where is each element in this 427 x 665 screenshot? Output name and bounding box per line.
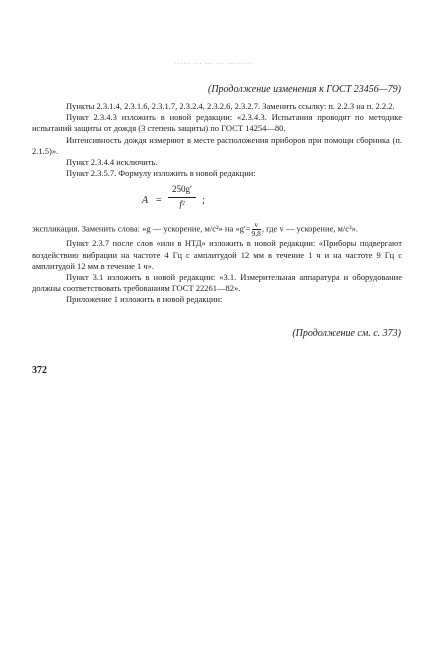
- paragraph-explication: [32, 221, 402, 238]
- formula-numerator: 250g′: [172, 184, 192, 195]
- paragraph-2357: Пункт 2.3.5.7. Формулу изложить в новой редакции:: [66, 168, 256, 179]
- running-header: …… … … … ………: [174, 58, 253, 65]
- formula-denominator: f²: [179, 198, 185, 209]
- formula-fraction: [168, 184, 196, 209]
- continuation-heading: (Продолжение изменения к ГОСТ 23456—79): [208, 84, 401, 95]
- paragraph-31: Пункт 3.1 изложить в новой редакции: «3.1. Измерительная аппаратура и оборудование должны соответствовать требованиям ГОСТ 22261—82».: [32, 272, 402, 294]
- paragraph-rain-intensity: Интенсивность дождя измеряют в месте расположения приборов при помощи сборника (п. 2.1.5)».: [32, 134, 402, 156]
- formula: [32, 181, 402, 221]
- paragraph-237: Пункт 2.3.7 после слов «или в НТД» изложить в новой редакции: «Приборы подвергают воздействию вибрации на частоте 4 Гц с амплитудой 12 мм в течение 1 ч и на частоте 9 Гц с амплитудой 12 мм в течение 1 ч».: [32, 238, 402, 271]
- document-body: [32, 101, 402, 306]
- explication-text-a: экспликация. Заменить слова: «g — ускорение, м/с²» на «g′=: [32, 223, 251, 234]
- paragraph-2343: Пункт 2.3.4.3 изложить в новой редакции: «2.3.4.3. Испытания проводят по методике испытаний защиты от дождя (3 степень защиты) по ГОСТ 14254—80.: [32, 112, 402, 134]
- formula-equals: =: [156, 195, 162, 207]
- formula-semicolon: ;: [202, 195, 205, 207]
- fraction-bar: [168, 197, 196, 198]
- continuation-footer: (Продолжение см. с. 373): [292, 328, 401, 339]
- paragraph-2344: Пункт 2.3.4.4 исключить.: [66, 157, 158, 168]
- formula-lhs: A: [142, 195, 149, 207]
- paragraph-appendix: Приложение 1 изложить в новой редакции:: [66, 294, 223, 305]
- explication-frac-num: v: [254, 220, 259, 230]
- explication-fraction: [252, 221, 261, 238]
- page-number: 372: [32, 365, 47, 376]
- explication-text-b: , где v — ускорение, м/с²».: [261, 223, 358, 234]
- explication-frac-den: 9,8: [251, 229, 261, 239]
- paragraph-references: Пункты 2.3.1.4, 2.3.1.6, 2.3.1.7, 2.3.2.4, 2.3.2.6, 2.3.2.7. Заменить ссылку: п. 2.2.3 на п. 2.2.2.: [66, 101, 395, 111]
